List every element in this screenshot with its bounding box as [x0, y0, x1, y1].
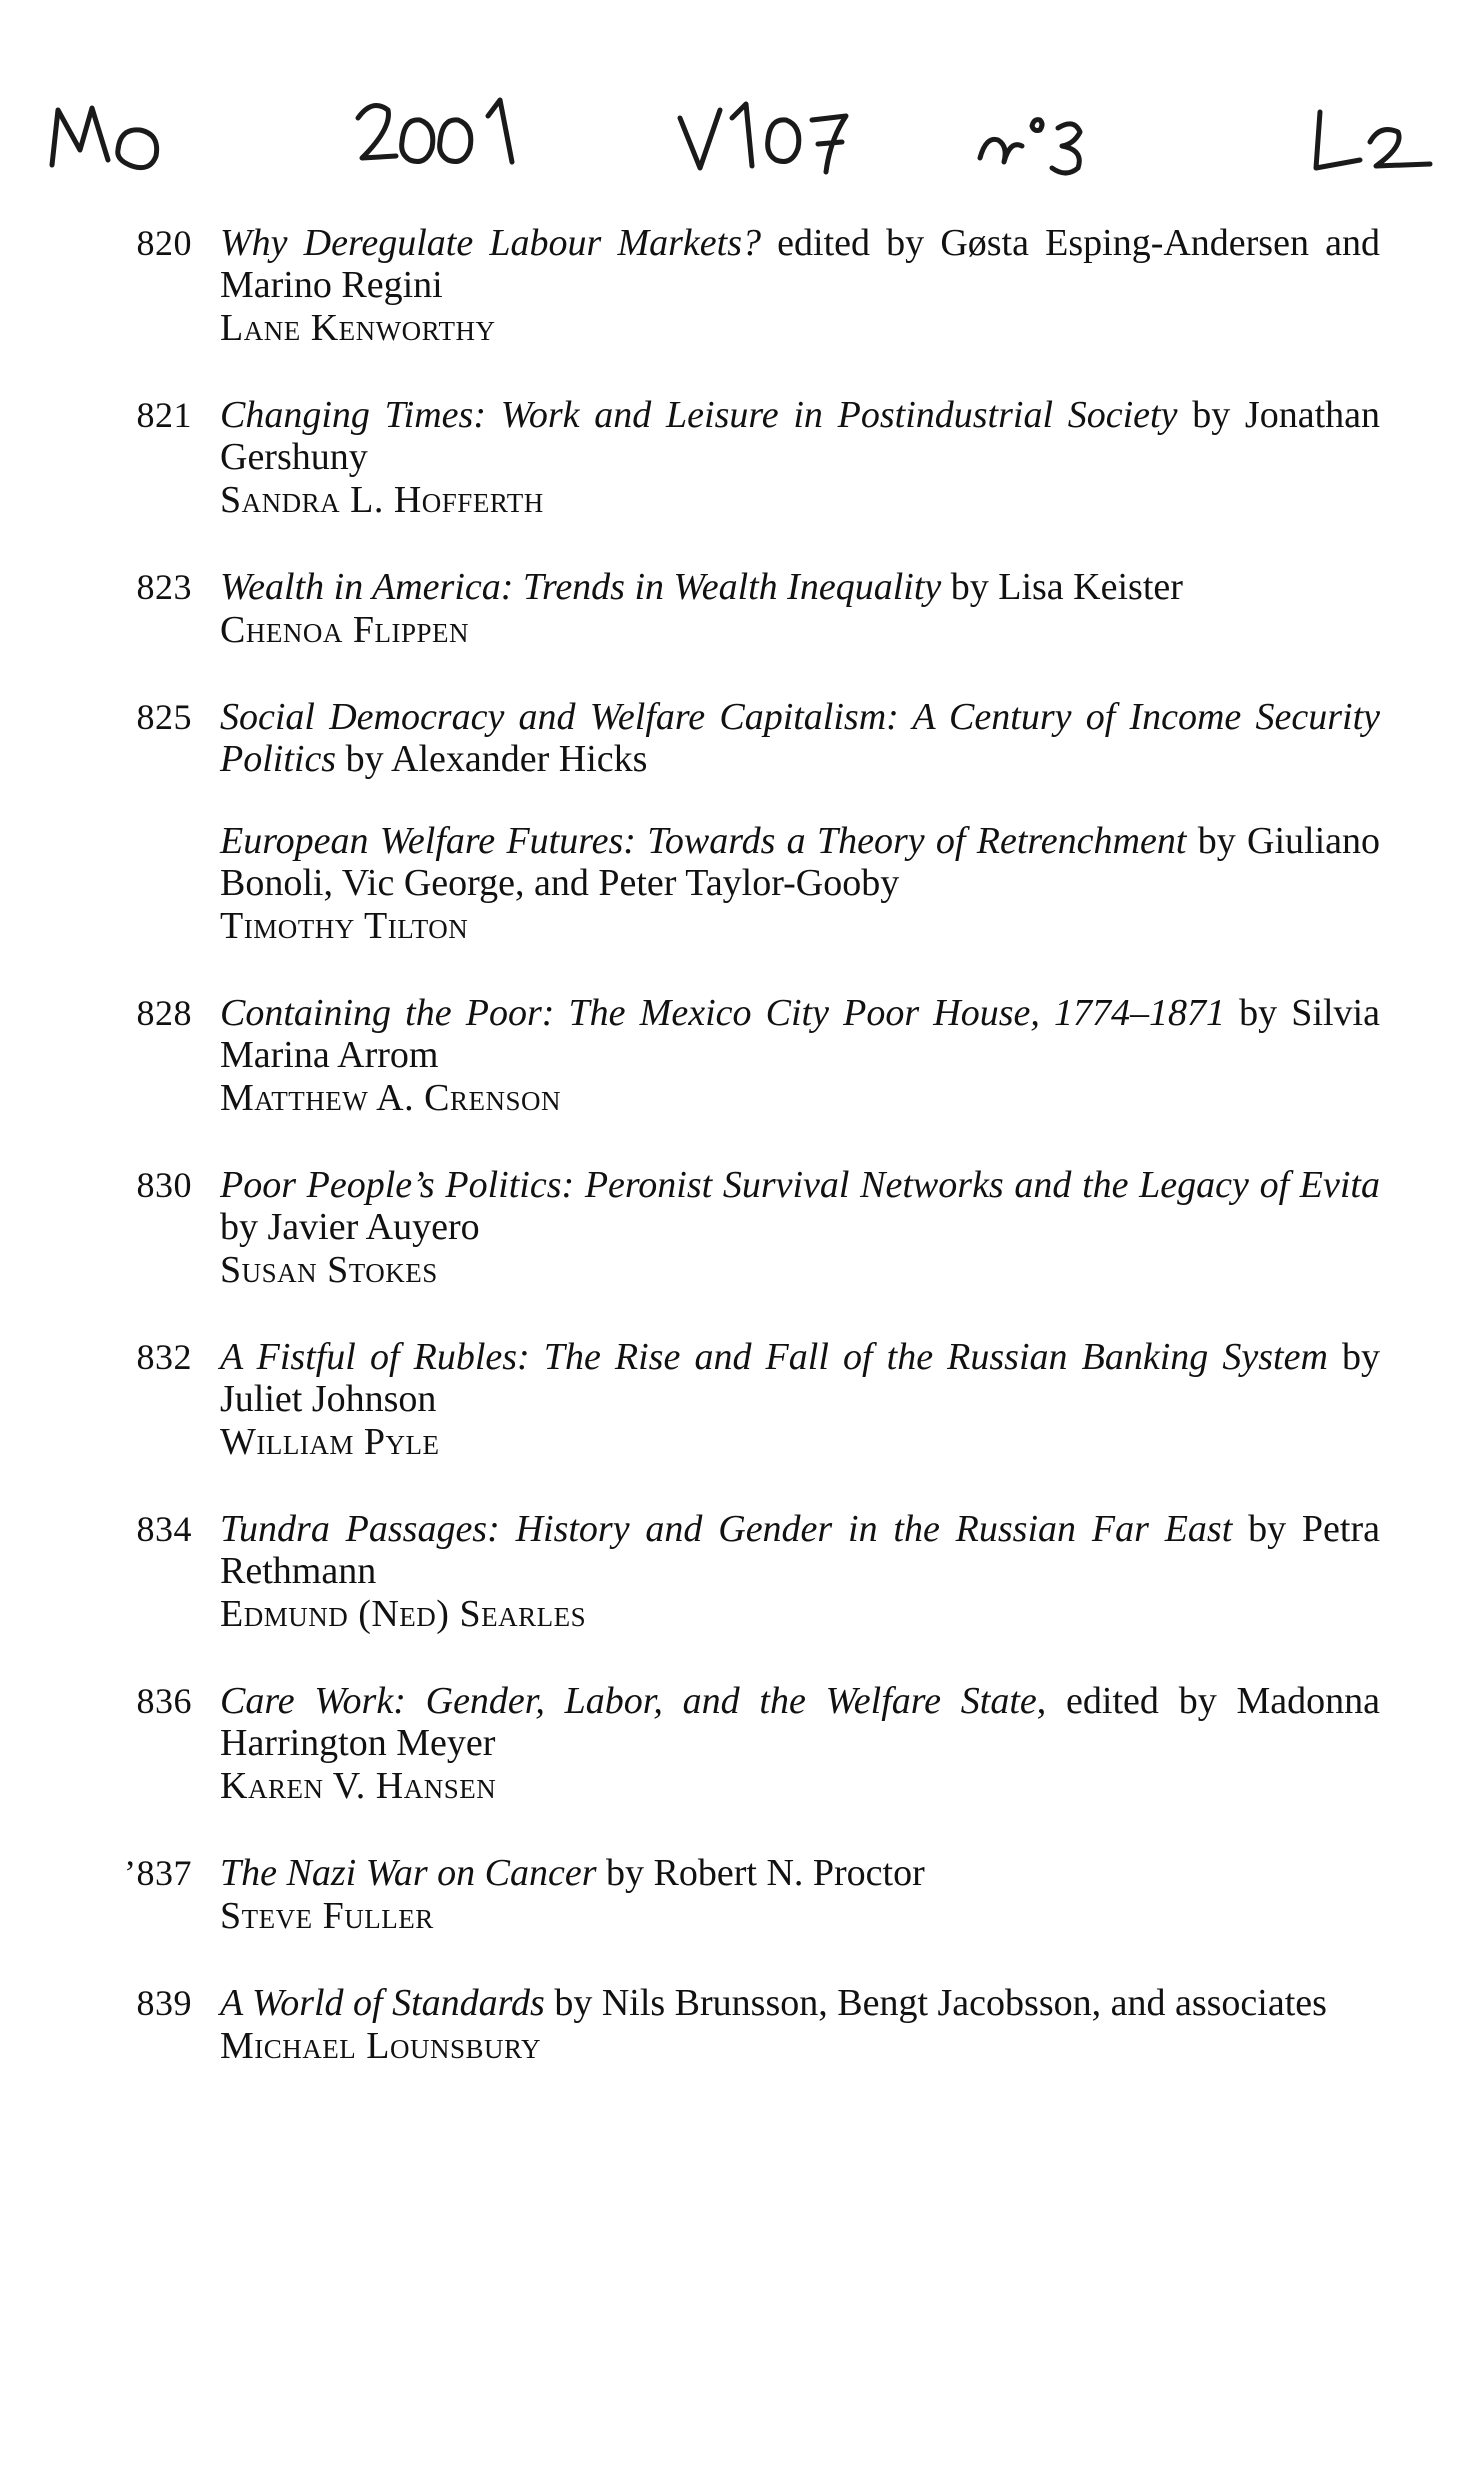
book-title: Poor People’s Politics: Peronist Survival Networks and the Legacy of Evita: [220, 1164, 1380, 1206]
reviewed-book: [220, 222, 1380, 350]
review-entry: [80, 1852, 1380, 1938]
entry-body: [200, 1680, 1380, 1808]
book-author: by Silvia Marina Arrom: [220, 992, 1380, 1076]
entry-body: [200, 1164, 1380, 1292]
book-author: by Juliet Johnson: [220, 1336, 1380, 1420]
book-title: Tundra Passages: History and Gender in the Russian Far East: [220, 1508, 1233, 1550]
book-citation: [220, 1508, 1380, 1592]
page-number: 828: [136, 993, 192, 1033]
review-list: [80, 222, 1380, 2112]
page-number: 825: [136, 697, 192, 737]
book-citation: [220, 820, 1380, 904]
handwriting-svg: [0, 0, 1481, 200]
book-title: The Nazi War on Cancer: [220, 1852, 597, 1894]
review-entry: [80, 222, 1380, 350]
book-citation: [220, 222, 1380, 306]
review-entry: [80, 1680, 1380, 1808]
reviewer-name: Michael Lounsbury: [220, 2025, 542, 2067]
reviewer-name: Timothy Tilton: [220, 905, 469, 947]
reviewer-name: Karen V. Hansen: [220, 1765, 497, 1807]
review-entry: [80, 992, 1380, 1120]
review-entry: [80, 394, 1380, 522]
handwritten-token: [1316, 112, 1430, 168]
handwritten-token: [52, 108, 157, 168]
reviewed-book: [220, 566, 1380, 652]
reviewed-book: [220, 1680, 1380, 1808]
book-title: Care Work: Gender, Labor, and the Welfare State: [220, 1680, 1037, 1722]
entry-body: [200, 992, 1380, 1120]
reviewed-book: [220, 394, 1380, 522]
handwritten-token: [358, 100, 512, 162]
page-number: 830: [136, 1165, 192, 1205]
page-number: 820: [136, 223, 192, 263]
entry-body: [200, 1982, 1380, 2068]
book-author: , edited by Madonna Harrington Meyer: [220, 1680, 1380, 1764]
book-title: A World of Standards: [220, 1982, 545, 2024]
reviewed-book: [220, 1336, 1380, 1464]
reviewer-name: Sandra L. Hofferth: [220, 479, 544, 521]
book-title: Containing the Poor: The Mexico City Poor House, 1774–1871: [220, 992, 1226, 1034]
entry-body: [200, 566, 1380, 652]
book-author: by Alexander Hicks: [336, 738, 648, 780]
book-author: edited by Gøsta Esping-Andersen and Marino Regini: [220, 222, 1380, 306]
page-number: 834: [136, 1509, 192, 1549]
reviewer-name: William Pyle: [220, 1421, 440, 1463]
entry-body: [200, 1336, 1380, 1464]
handwritten-token: [980, 120, 1080, 173]
reviewed-book: [220, 1852, 1380, 1938]
book-title: Wealth in America: Trends in Wealth Inequality: [220, 566, 942, 608]
handwritten-token: [680, 104, 846, 172]
reviewed-book: [220, 1982, 1380, 2068]
page-number: 836: [136, 1681, 192, 1721]
book-citation: [220, 992, 1380, 1076]
reviewed-book: [220, 1508, 1380, 1636]
reviewed-book: [220, 696, 1380, 780]
book-author: by Jonathan Gershuny: [220, 394, 1381, 478]
book-author: by Nils Brunsson, Bengt Jacobsson, and associates: [544, 1982, 1327, 2024]
page-number: 832: [136, 1337, 192, 1377]
book-title: European Welfare Futures: Towards a Theory of Retrenchment: [220, 820, 1187, 862]
entry-body: [200, 1508, 1380, 1636]
reviewer-name: Susan Stokes: [220, 1249, 438, 1291]
review-entry: [80, 1164, 1380, 1292]
reviewer-name: Steve Fuller: [220, 1895, 434, 1937]
book-citation: [220, 1982, 1380, 2024]
review-entry: [80, 566, 1380, 652]
entry-body: [200, 696, 1380, 948]
reviewed-book: [220, 992, 1380, 1120]
handwritten-annotation: [0, 0, 1481, 200]
book-author: by Giuliano Bonoli, Vic George, and Peter Taylor-Gooby: [220, 820, 1380, 904]
reviewer-name: Lane Kenworthy: [220, 307, 496, 349]
page-number: ’837: [124, 1853, 192, 1893]
entry-body: [200, 222, 1380, 350]
book-title: Changing Times: Work and Leisure in Postindustrial Society: [220, 394, 1178, 436]
entry-body: [200, 394, 1380, 522]
entry-body: [200, 1852, 1380, 1938]
book-citation: [220, 1852, 1380, 1894]
review-entry: [80, 1982, 1380, 2068]
book-author: by Petra Rethmann: [220, 1508, 1380, 1592]
book-citation: [220, 566, 1380, 608]
book-author: by Lisa Keister: [941, 566, 1183, 608]
reviewer-name: Matthew A. Crenson: [220, 1077, 561, 1119]
review-entry: [80, 696, 1380, 948]
book-author: by Javier Auyero: [220, 1206, 480, 1248]
review-entry: [80, 1336, 1380, 1464]
book-citation: [220, 696, 1380, 780]
page-number: 839: [136, 1983, 192, 2023]
reviewer-name: Edmund (Ned) Searles: [220, 1593, 587, 1635]
book-title: Why Deregulate Labour Markets?: [220, 222, 761, 264]
review-entry: [80, 1508, 1380, 1636]
book-title: Social Democracy and Welfare Capitalism: A Century of Income Security Politics: [220, 696, 1380, 780]
book-author: by Robert N. Proctor: [596, 1852, 925, 1894]
reviewed-book: [220, 1164, 1380, 1292]
book-citation: [220, 394, 1380, 478]
book-title: A Fistful of Rubles: The Rise and Fall of the Russian Banking System: [220, 1336, 1328, 1378]
page-number: 823: [136, 567, 192, 607]
book-citation: [220, 1164, 1380, 1248]
reviewed-book: [220, 820, 1380, 948]
book-citation: [220, 1680, 1380, 1764]
book-citation: [220, 1336, 1380, 1420]
page-number: 821: [136, 395, 192, 435]
reviewer-name: Chenoa Flippen: [220, 609, 469, 651]
